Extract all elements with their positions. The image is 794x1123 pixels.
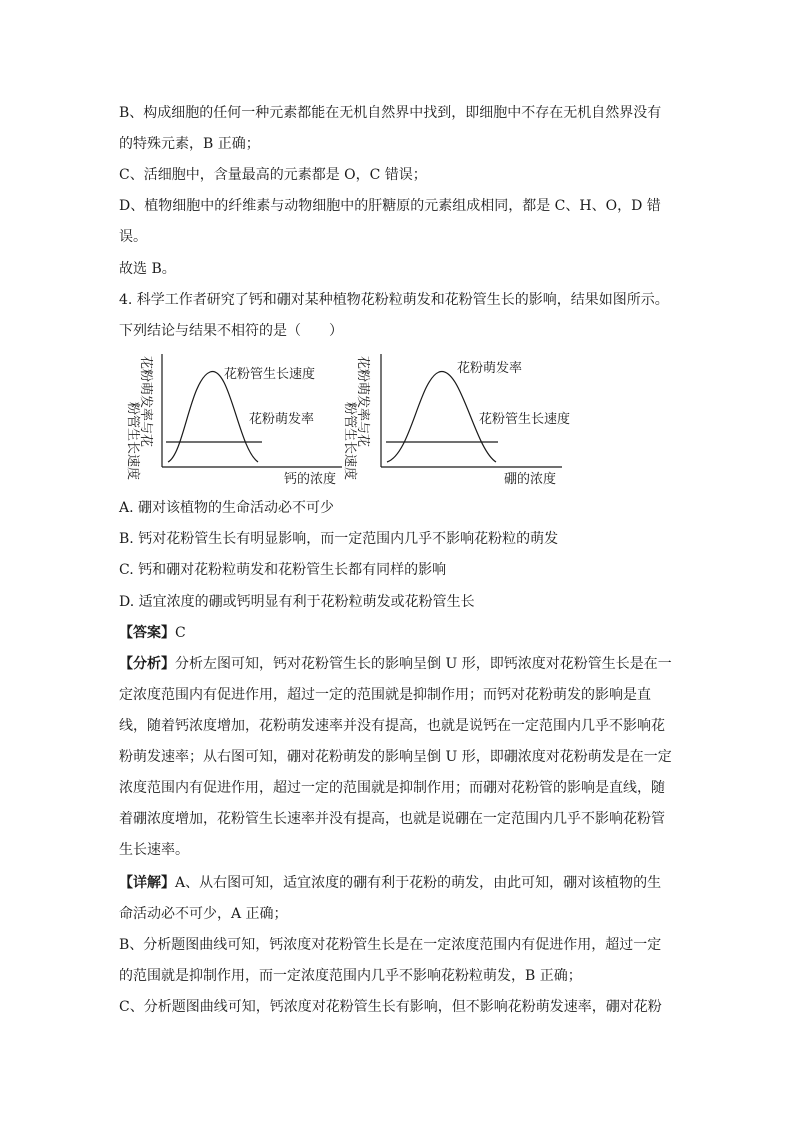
analysis-line-1 (119, 655, 672, 673)
analysis-line-5: 浓度范围内有促进作用，超过一定的范围就是抑制作用；而硼对花粉管的影响是直线，随 (119, 780, 665, 796)
analysis-line-6: 着硼浓度增加，花粉管生长速率并没有提高，也就是说硼在一定范围内几乎不影响花粉管 (119, 811, 665, 827)
right-xlabel: 硼的浓度 (504, 472, 557, 487)
answer-tag: 【答案】 (119, 625, 175, 641)
right-ylabel-col1: 花粉萌发率与花 (355, 356, 370, 448)
option-c: C. 钙和硼对花粉粒萌发和花粉管生长都有同样的影响 (119, 562, 447, 578)
detail-line-3: B、分析题图曲线可知，钙浓度对花粉管生长是在一定浓度范围内有促进作用，超过一定 (119, 937, 662, 953)
left-curve-label: 花粉管生长速度 (224, 367, 316, 382)
detail-text-1: A、从右图可知，适宜浓度的硼有利于花粉的萌发，由此可知，硼对该植物的生 (175, 875, 662, 891)
left-xlabel: 钙的浓度 (284, 472, 337, 487)
question-line-2: 下列结论与结果不相符的是（ ） (119, 323, 343, 339)
line-b2: 的特殊元素，B 正确； (119, 136, 260, 152)
line-d2: 误。 (119, 229, 147, 245)
answer-line (119, 624, 186, 642)
detail-line-4: 的范围就是抑制作用，而一定浓度范围内几乎不影响花粉粒萌发，B 正确； (119, 968, 582, 984)
line-b1: B、构成细胞的任何一种元素都能在无机自然界中找到，即细胞中不存在无机自然界没有 (119, 105, 662, 121)
detail-line-2: 命活动必不可少，A 正确； (119, 906, 288, 922)
option-b: B. 钙对花粉管生长有明显影响，而一定范围内几乎不影响花粉粒的萌发 (119, 531, 559, 547)
question-line-1: 4. 科学工作者研究了钙和硼对某种植物花粉粒萌发和花粉管生长的影响，结果如图所示。 (119, 292, 669, 308)
analysis-line-4: 粉萌发速率；从右图可知，硼对花粉萌发的影响呈倒 U 形，即硼浓度对花粉萌发是在一定 (119, 749, 672, 765)
line-c1: C、活细胞中，含量最高的元素都是 O，C 错误； (119, 167, 427, 183)
right-curve-label: 花粉萌发率 (457, 361, 523, 376)
right-line-label: 花粉管生长速度 (479, 412, 571, 427)
left-panel (125, 354, 342, 487)
left-line-label: 花粉萌发率 (249, 412, 315, 427)
detail-line-5: C、分析题图曲线可知，钙浓度对花粉管生长有影响，但不影响花粉萌发速率，硼对花粉 (119, 999, 662, 1015)
line-choose: 故选 B。 (119, 261, 176, 277)
analysis-tag: 【分析】 (119, 656, 175, 672)
left-bell-curve (168, 371, 258, 462)
right-panel (342, 354, 570, 487)
analysis-line-2: 定浓度范围内有促进作用，超过一定的范围就是抑制作用；而钙对花粉萌发的影响是直 (119, 687, 651, 703)
analysis-text-1: 分析左图可知，钙对花粉管生长的影响呈倒 U 形，即钙浓度对花粉管生长是在一 (175, 656, 672, 672)
option-a: A. 硼对该植物的生命活动必不可少 (119, 500, 335, 516)
right-ylabel-col2: 粉管生长速度 (342, 402, 357, 481)
left-ylabel-col1: 花粉萌发率与花 (138, 356, 153, 448)
figure (124, 350, 594, 490)
detail-tag: 【详解】 (119, 875, 175, 891)
detail-line-1 (119, 874, 661, 892)
option-d: D. 适宜浓度的硼或钙明显有利于花粉粒萌发或花粉管生长 (119, 594, 475, 610)
answer-value: C (175, 625, 186, 641)
analysis-line-7: 生长速率。 (119, 842, 189, 858)
analysis-line-3: 线，随着钙浓度增加，花粉萌发速率并没有提高，也就是说钙在一定范围内几乎不影响花 (119, 718, 665, 734)
left-ylabel-col2: 粉管生长速度 (125, 402, 140, 481)
line-d1: D、植物细胞中的纤维素与动物细胞中的肝糖原的元素组成相同，都是 C、H、O，D 错 (119, 198, 661, 214)
